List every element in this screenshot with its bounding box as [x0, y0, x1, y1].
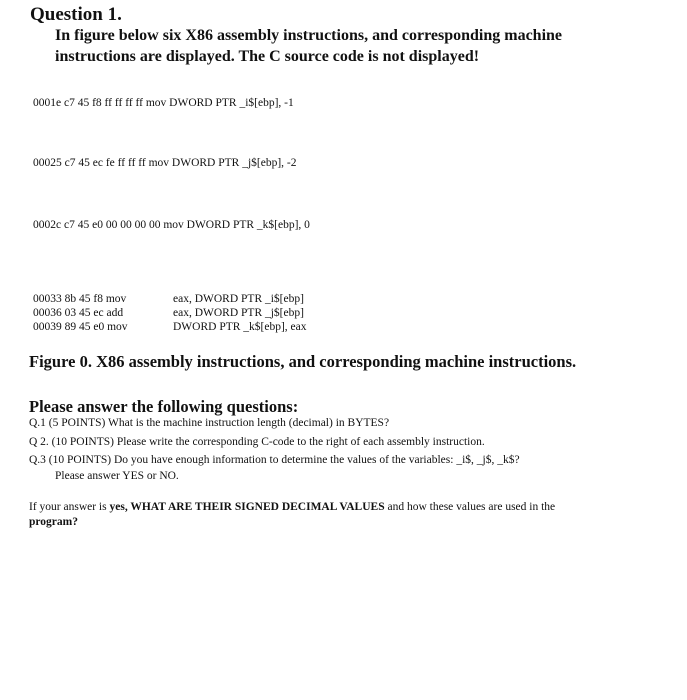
question-title: Question 1.	[30, 4, 122, 25]
instruction-row	[33, 306, 307, 320]
instruction-code: 00039 89 45 e0 mov	[33, 321, 128, 333]
instruction-operand: eax, DWORD PTR _i$[ebp]	[173, 293, 304, 305]
instruction-operand: DWORD PTR _k$[ebp], eax	[173, 321, 307, 333]
instruction-row	[33, 320, 307, 334]
questions-heading: Please answer the following questions:	[29, 397, 299, 416]
intro-line-1: In figure below six X86 assembly instructions, and corresponding machine	[55, 27, 563, 44]
note-line-2	[29, 515, 78, 530]
figure-caption: Figure 0. X86 assembly instructions, and corresponding machine instructions.	[29, 352, 577, 371]
instruction-block	[33, 292, 307, 334]
question-q3-sub: Please answer YES or NO.	[55, 470, 179, 482]
note-emphasis: yes, WHAT ARE THEIR SIGNED DECIMAL VALUES	[109, 501, 385, 513]
instruction-code: 00033 8b 45 f8 mov	[33, 293, 127, 305]
question-q1: Q.1 (5 POINTS) What is the machine instruction length (decimal) in BYTES?	[29, 417, 390, 429]
note-text: If your answer is	[29, 501, 110, 513]
question-q2: Q 2. (10 POINTS) Please write the corresponding C-code to the right of each assembly instruction.	[29, 436, 485, 448]
instruction-operand: eax, DWORD PTR _j$[ebp]	[173, 307, 304, 319]
instruction-line-2: 00025 c7 45 ec fe ff ff ff mov DWORD PTR _j$[ebp], -2	[33, 157, 297, 169]
question-q3: Q.3 (10 POINTS) Do you have enough information to determine the values of the variables: _i$, _j$, _k$?	[29, 454, 520, 466]
note-line-1	[29, 500, 555, 515]
note-emphasis: program?	[29, 516, 78, 528]
instruction-code: 00036 03 45 ec add	[33, 307, 124, 319]
instruction-line-3: 0002c c7 45 e0 00 00 00 00 mov DWORD PTR _k$[ebp], 0	[33, 219, 310, 231]
instruction-line-1: 0001e c7 45 f8 ff ff ff ff mov DWORD PTR _i$[ebp], -1	[33, 97, 294, 109]
intro-line-2: instructions are displayed. The C source code is not displayed!	[55, 48, 480, 65]
note-text: and how these values are used in the	[384, 501, 556, 513]
instruction-row	[33, 292, 307, 306]
